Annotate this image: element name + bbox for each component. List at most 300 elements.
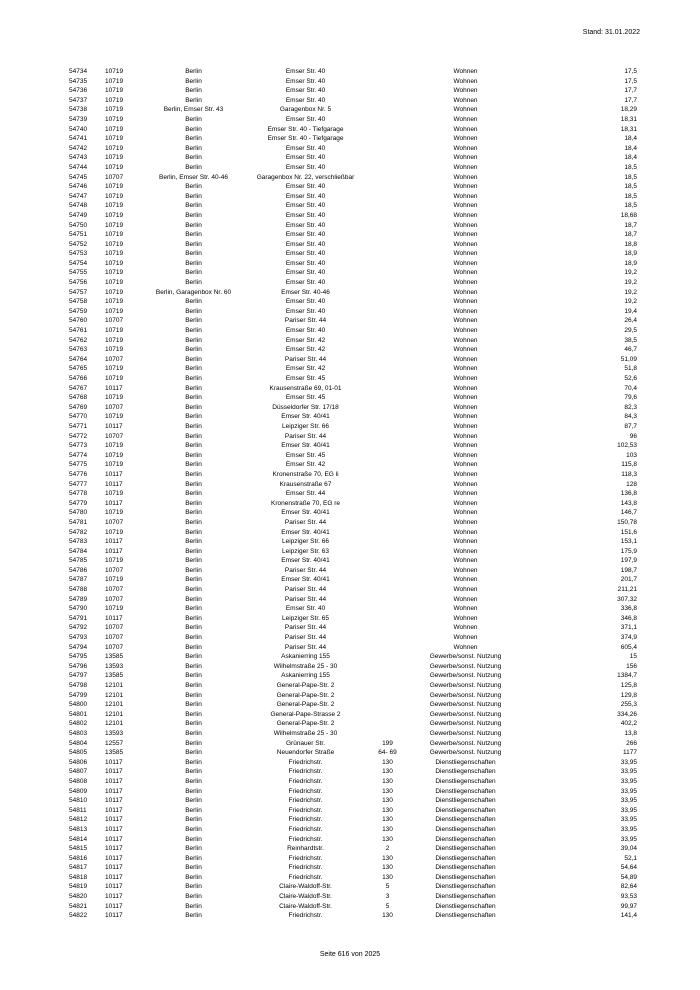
cell-nutzungsart: Gewerbe/sonst. Nutzung <box>429 720 502 728</box>
cell-nutzungsart: Wohnen <box>453 355 478 363</box>
cell-flaeche: 82,64 <box>620 883 637 891</box>
cell-plz: 10719 <box>105 528 124 536</box>
cell-nutzungsart: Gewerbe/sonst. Nutzung <box>429 682 502 689</box>
cell-nutzungsart: Wohnen <box>453 595 478 603</box>
cell-nutzungsart: Dienstliegenschaften <box>435 845 496 853</box>
table-row <box>66 575 637 585</box>
cell-ort: Berlin <box>185 422 202 430</box>
cell-nutzungsart: Gewerbe/sonst. Nutzung <box>429 710 502 718</box>
table-row <box>66 767 637 777</box>
cell-plz: 10719 <box>105 154 124 162</box>
table-row <box>66 710 637 720</box>
cell-plz: 10719 <box>105 461 124 469</box>
cell-plz: 10117 <box>105 547 123 555</box>
cell-id: 54738 <box>69 106 88 114</box>
cell-strasse: Wilhelmstraße 25 - 30 <box>273 662 338 670</box>
cell-plz: 10117 <box>105 538 123 546</box>
cell-strasse: General-Pape-Strasse 2 <box>270 710 341 718</box>
table-row <box>66 796 637 806</box>
cell-strasse: Garagenbox Nr. 5 <box>279 106 332 114</box>
cell-nutzungsart: Wohnen <box>453 634 478 642</box>
cell-nutzungsart: Gewerbe/sonst. Nutzung <box>429 749 502 757</box>
cell-strasse: Emser Str. 40/41 <box>281 557 330 565</box>
cell-ort: Berlin <box>185 902 202 910</box>
cell-flaeche: 15 <box>629 653 637 661</box>
cell-plz: 10719 <box>105 346 124 354</box>
table-row <box>66 268 637 278</box>
cell-nutzungsart: Gewerbe/sonst. Nutzung <box>429 662 502 670</box>
cell-strasse: Friedrichstr. <box>288 777 323 785</box>
cell-flaeche: 136,8 <box>620 490 637 498</box>
cell-flaeche: 33,95 <box>620 816 637 824</box>
cell-id: 54771 <box>69 422 88 430</box>
cell-strasse: Leipziger Str. 65 <box>282 614 329 622</box>
cell-ort: Berlin <box>185 269 202 277</box>
cell-plz: 10117 <box>105 883 123 891</box>
cell-flaeche: 374,9 <box>620 634 637 642</box>
table-row <box>66 691 637 701</box>
cell-ort: Berlin <box>185 68 202 75</box>
cell-flaeche: 33,95 <box>620 806 637 814</box>
table-row <box>66 144 637 154</box>
cell-ort: Berlin <box>185 624 202 632</box>
cell-ort: Berlin <box>185 614 202 622</box>
cell-flaeche: 1384,7 <box>617 672 637 680</box>
cell-ort: Berlin <box>185 797 202 805</box>
cell-plz: 10117 <box>105 912 123 920</box>
cell-strasse: Emser Str. 40 <box>285 77 326 85</box>
cell-strasse: Neuendorfer Straße <box>276 749 335 757</box>
cell-ort: Berlin, Emser Str. 40-46 <box>159 173 228 181</box>
cell-nutzungsart: Wohnen <box>453 144 478 152</box>
cell-hausnummer: 130 <box>382 806 393 814</box>
cell-plz: 10117 <box>105 902 123 910</box>
cell-plz: 10117 <box>105 806 123 814</box>
cell-ort: Berlin <box>185 250 202 258</box>
cell-nutzungsart: Wohnen <box>453 240 478 248</box>
cell-hausnummer: 5 <box>385 883 390 891</box>
table-row <box>66 662 637 672</box>
cell-nutzungsart: Dienstliegenschaften <box>435 854 496 862</box>
cell-strasse: General-Pape-Str. 2 <box>276 682 335 689</box>
cell-ort: Berlin <box>185 816 202 824</box>
cell-flaeche: 141,4 <box>620 912 637 920</box>
cell-ort: Berlin <box>185 384 202 392</box>
cell-strasse: Emser Str. 40 <box>285 211 326 219</box>
cell-hausnummer <box>369 115 406 125</box>
cell-flaeche: 33,95 <box>620 797 637 805</box>
cell-id: 54774 <box>69 451 88 459</box>
cell-plz: 10719 <box>105 125 124 133</box>
cell-strasse: Emser Str. 42 <box>285 461 326 469</box>
cell-nutzungsart: Wohnen <box>453 624 478 632</box>
cell-nutzungsart: Gewerbe/sonst. Nutzung <box>429 672 502 680</box>
cell-nutzungsart: Wohnen <box>453 461 478 469</box>
cell-strasse: Emser Str. 40 <box>285 307 326 315</box>
cell-id: 54821 <box>69 902 88 910</box>
cell-hausnummer: 130 <box>382 864 393 872</box>
cell-strasse: Emser Str. 40 <box>285 68 326 75</box>
cell-hausnummer <box>369 192 406 202</box>
cell-flaeche: 17,7 <box>624 87 637 95</box>
cell-ort: Berlin <box>185 135 202 143</box>
cell-plz: 10117 <box>105 470 123 478</box>
cell-strasse: Garagenbox Nr. 22, verschließbar <box>256 173 355 181</box>
cell-plz: 10117 <box>105 768 123 776</box>
cell-flaeche: 84,3 <box>624 413 637 421</box>
cell-id: 54773 <box>69 442 88 450</box>
cell-hausnummer <box>369 691 406 701</box>
property-table <box>66 67 637 921</box>
cell-plz: 10719 <box>105 576 124 584</box>
cell-nutzungsart: Dienstliegenschaften <box>435 912 496 920</box>
table-row <box>66 911 637 921</box>
cell-id: 54808 <box>69 777 88 785</box>
cell-id: 54756 <box>69 279 88 287</box>
cell-ort: Berlin <box>185 547 202 555</box>
cell-strasse: Friedrichstr. <box>288 825 323 833</box>
cell-plz: 10719 <box>105 144 124 152</box>
cell-flaeche: 18,7 <box>624 221 637 229</box>
cell-nutzungsart: Wohnen <box>453 346 478 354</box>
cell-plz: 10117 <box>105 777 123 785</box>
cell-strasse: Leipziger Str. 66 <box>282 538 329 546</box>
table-row <box>66 892 637 902</box>
cell-strasse: Emser Str. 42 <box>285 346 326 354</box>
cell-flaeche: 18,7 <box>624 231 637 239</box>
cell-ort: Berlin <box>185 144 202 152</box>
cell-ort: Berlin <box>185 499 202 507</box>
cell-strasse: General-Pape-Str. 2 <box>276 691 335 699</box>
table-row <box>66 547 637 557</box>
cell-plz: 10707 <box>105 634 124 642</box>
cell-hausnummer <box>369 460 406 470</box>
cell-flaeche: 336,8 <box>620 605 637 613</box>
cell-ort: Berlin <box>185 701 202 709</box>
cell-plz: 10707 <box>105 624 124 632</box>
cell-plz: 10719 <box>105 288 124 296</box>
table-row <box>66 249 637 259</box>
cell-plz: 10719 <box>105 259 124 267</box>
cell-id: 54752 <box>69 240 88 248</box>
cell-nutzungsart: Wohnen <box>453 231 478 239</box>
cell-nutzungsart: Dienstliegenschaften <box>435 797 496 805</box>
cell-nutzungsart: Wohnen <box>453 211 478 219</box>
cell-id: 54742 <box>69 144 88 152</box>
cell-nutzungsart: Wohnen <box>453 77 478 85</box>
cell-flaeche: 18,4 <box>624 144 637 152</box>
cell-plz: 10719 <box>105 413 124 421</box>
table-row <box>66 528 637 538</box>
cell-id: 54760 <box>69 317 88 325</box>
cell-plz: 10117 <box>105 614 123 622</box>
cell-flaeche: 151,6 <box>620 528 637 536</box>
cell-hausnummer <box>369 364 406 374</box>
cell-ort: Berlin <box>185 605 202 613</box>
cell-ort: Berlin <box>185 586 202 594</box>
cell-strasse: Emser Str. 40/41 <box>281 576 330 584</box>
cell-flaeche: 150,78 <box>617 518 637 526</box>
cell-hausnummer <box>369 585 406 595</box>
cell-hausnummer <box>369 604 406 614</box>
cell-flaeche: 156 <box>626 662 637 670</box>
cell-plz: 10707 <box>105 403 124 411</box>
cell-plz: 10719 <box>105 557 124 565</box>
table-row <box>66 288 637 298</box>
cell-flaeche: 87,7 <box>624 422 637 430</box>
table-row <box>66 182 637 192</box>
cell-nutzungsart: Wohnen <box>453 336 478 344</box>
cell-hausnummer <box>369 96 406 106</box>
cell-ort: Berlin <box>185 595 202 603</box>
cell-hausnummer <box>369 518 406 528</box>
cell-strasse: Wilhelmstraße 25 - 30 <box>273 729 338 737</box>
cell-nutzungsart: Wohnen <box>453 614 478 622</box>
cell-id: 54762 <box>69 336 88 344</box>
cell-ort: Berlin <box>185 413 202 421</box>
table-row <box>66 105 637 115</box>
cell-strasse: Emser Str. 40 <box>285 259 326 267</box>
cell-hausnummer <box>369 441 406 451</box>
cell-plz: 10719 <box>105 327 124 335</box>
cell-nutzungsart: Wohnen <box>453 490 478 498</box>
cell-hausnummer <box>369 623 406 633</box>
cell-ort: Berlin <box>185 518 202 526</box>
cell-flaeche: 18,5 <box>624 183 637 191</box>
cell-flaeche: 33,95 <box>620 835 637 843</box>
table-row <box>66 77 637 87</box>
cell-strasse: Reinhardtstr. <box>287 845 324 853</box>
cell-ort: Berlin <box>185 729 202 737</box>
cell-flaeche: 79,6 <box>624 394 637 402</box>
table-row <box>66 345 637 355</box>
property-table-body <box>66 67 637 921</box>
cell-strasse: Emser Str. 40 <box>285 87 326 95</box>
cell-nutzungsart: Wohnen <box>453 394 478 402</box>
cell-flaeche: 17,5 <box>624 68 637 75</box>
cell-id: 54822 <box>69 912 88 920</box>
cell-ort: Berlin <box>185 557 202 565</box>
cell-ort: Berlin <box>185 509 202 517</box>
table-row <box>66 739 637 749</box>
table-row <box>66 470 637 480</box>
table-row <box>66 700 637 710</box>
cell-strasse: Leipziger Str. 63 <box>282 547 329 555</box>
cell-plz: 10707 <box>105 317 124 325</box>
cell-ort: Berlin <box>185 451 202 459</box>
cell-plz: 12101 <box>105 720 124 728</box>
cell-strasse: Emser Str. 40 <box>285 183 326 191</box>
cell-id: 54785 <box>69 557 88 565</box>
cell-flaeche: 99,97 <box>620 902 637 910</box>
cell-id: 54739 <box>69 115 88 123</box>
cell-flaeche: 371,1 <box>620 624 637 632</box>
cell-plz: 10719 <box>105 106 124 114</box>
cell-id: 54811 <box>69 806 87 814</box>
cell-plz: 10117 <box>105 825 123 833</box>
cell-flaeche: 33,95 <box>620 768 637 776</box>
cell-id: 54755 <box>69 269 88 277</box>
table-row <box>66 316 637 326</box>
table-row <box>66 758 637 768</box>
cell-id: 54747 <box>69 192 88 200</box>
cell-nutzungsart: Wohnen <box>453 221 478 229</box>
cell-hausnummer: 130 <box>382 854 393 862</box>
cell-flaeche: 33,95 <box>620 758 637 766</box>
cell-ort: Berlin <box>185 883 202 891</box>
cell-ort: Berlin <box>185 758 202 766</box>
cell-plz: 10707 <box>105 586 124 594</box>
table-row <box>66 384 637 394</box>
cell-plz: 10117 <box>105 845 123 853</box>
cell-nutzungsart: Wohnen <box>453 586 478 594</box>
table-row <box>66 844 637 854</box>
table-row <box>66 671 637 681</box>
cell-plz: 10719 <box>105 135 124 143</box>
cell-ort: Berlin <box>185 710 202 718</box>
table-row <box>66 614 637 624</box>
cell-strasse: Emser Str. 40 - Tiefgarage <box>267 125 344 133</box>
table-row <box>66 96 637 106</box>
cell-ort: Berlin <box>185 470 202 478</box>
cell-nutzungsart: Wohnen <box>453 163 478 171</box>
cell-strasse: Friedrichstr. <box>288 864 323 872</box>
cell-hausnummer <box>369 489 406 499</box>
cell-plz: 12101 <box>105 710 124 718</box>
cell-hausnummer <box>369 77 406 87</box>
cell-hausnummer <box>369 470 406 480</box>
cell-nutzungsart: Wohnen <box>453 317 478 325</box>
cell-plz: 10719 <box>105 183 124 191</box>
cell-strasse: Friedrichstr. <box>288 787 323 795</box>
cell-ort: Berlin <box>185 912 202 920</box>
cell-hausnummer: 130 <box>382 873 393 881</box>
cell-nutzungsart: Dienstliegenschaften <box>435 816 496 824</box>
cell-plz: 12101 <box>105 682 124 689</box>
cell-ort: Berlin <box>185 777 202 785</box>
cell-nutzungsart: Wohnen <box>453 365 478 373</box>
cell-flaeche: 82,3 <box>624 403 637 411</box>
cell-strasse: Kronenstraße 70, EG li <box>272 470 339 478</box>
cell-strasse: Friedrichstr. <box>288 816 323 824</box>
cell-nutzungsart: Dienstliegenschaften <box>435 825 496 833</box>
table-row <box>66 806 637 816</box>
cell-id: 54779 <box>69 499 88 507</box>
table-row <box>66 585 637 595</box>
cell-id: 54809 <box>69 787 88 795</box>
cell-flaeche: 70,4 <box>624 384 637 392</box>
cell-nutzungsart: Wohnen <box>453 576 478 584</box>
cell-id: 54746 <box>69 183 88 191</box>
cell-id: 54763 <box>69 346 88 354</box>
cell-strasse: Emser Str. 40 <box>285 221 326 229</box>
cell-id: 54818 <box>69 873 88 881</box>
cell-strasse: Kronenstraße 70, EG re <box>270 499 340 507</box>
cell-id: 54807 <box>69 768 88 776</box>
cell-strasse: Emser Str. 40-46 <box>281 288 330 296</box>
cell-id: 54778 <box>69 490 88 498</box>
cell-flaeche: 201,7 <box>620 576 637 584</box>
cell-strasse: Pariser Str. 44 <box>284 586 327 594</box>
cell-flaeche: 17,7 <box>624 96 637 104</box>
cell-hausnummer <box>369 403 406 413</box>
cell-plz: 10117 <box>105 854 123 862</box>
cell-ort: Berlin <box>185 864 202 872</box>
cell-hausnummer <box>369 345 406 355</box>
table-row <box>66 403 637 413</box>
cell-hausnummer <box>369 230 406 240</box>
cell-ort: Berlin <box>185 279 202 287</box>
cell-flaeche: 115,8 <box>621 461 637 469</box>
cell-plz: 13585 <box>105 653 124 661</box>
cell-flaeche: 17,5 <box>624 77 637 85</box>
cell-hausnummer <box>369 566 406 576</box>
cell-strasse: Emser Str. 40 <box>285 279 326 287</box>
cell-id: 54797 <box>69 672 88 680</box>
cell-ort: Berlin <box>185 806 202 814</box>
cell-id: 54764 <box>69 355 88 363</box>
cell-id: 54806 <box>69 758 88 766</box>
cell-hausnummer <box>369 144 406 154</box>
cell-flaeche: 143,8 <box>620 499 637 507</box>
cell-id: 54741 <box>69 135 88 143</box>
cell-id: 54784 <box>69 547 88 555</box>
cell-hausnummer <box>369 412 406 422</box>
cell-hausnummer <box>369 384 406 394</box>
cell-strasse: Grünauer Str. <box>285 739 326 747</box>
cell-id: 54750 <box>69 221 88 229</box>
cell-ort: Berlin <box>185 873 202 881</box>
cell-nutzungsart: Wohnen <box>453 135 478 143</box>
cell-strasse: Pariser Str. 44 <box>284 317 327 325</box>
cell-id: 54780 <box>69 509 88 517</box>
cell-plz: 10117 <box>105 873 123 881</box>
table-row <box>66 297 637 307</box>
cell-plz: 10719 <box>105 192 124 200</box>
cell-strasse: Pariser Str. 44 <box>284 355 327 363</box>
cell-ort: Berlin <box>185 163 202 171</box>
cell-nutzungsart: Wohnen <box>453 518 478 526</box>
cell-plz: 10707 <box>105 518 124 526</box>
cell-hausnummer <box>369 268 406 278</box>
cell-flaeche: 93,53 <box>620 893 637 901</box>
cell-hausnummer <box>369 163 406 173</box>
cell-id: 54769 <box>69 403 88 411</box>
cell-plz: 13585 <box>105 749 124 757</box>
cell-nutzungsart: Wohnen <box>453 96 478 104</box>
table-row <box>66 86 637 96</box>
cell-flaeche: 19,2 <box>624 298 637 306</box>
cell-id: 54813 <box>69 825 88 833</box>
cell-flaeche: 19,2 <box>624 269 637 277</box>
cell-nutzungsart: Dienstliegenschaften <box>435 873 496 881</box>
cell-flaeche: 39,04 <box>620 845 637 853</box>
cell-strasse: Emser Str. 40 <box>285 240 326 248</box>
cell-hausnummer: 130 <box>382 768 393 776</box>
table-row <box>66 729 637 739</box>
cell-ort: Berlin <box>185 183 202 191</box>
cell-plz: 13593 <box>105 729 124 737</box>
cell-strasse: Claire-Waldoff-Str. <box>279 883 332 891</box>
cell-flaeche: 54,89 <box>620 873 637 881</box>
table-row <box>66 633 637 643</box>
cell-id: 54798 <box>69 682 88 689</box>
cell-plz: 10719 <box>105 375 124 382</box>
cell-nutzungsart: Wohnen <box>453 250 478 258</box>
cell-hausnummer <box>369 288 406 298</box>
cell-plz: 10719 <box>105 96 124 104</box>
cell-hausnummer: 130 <box>382 816 393 824</box>
